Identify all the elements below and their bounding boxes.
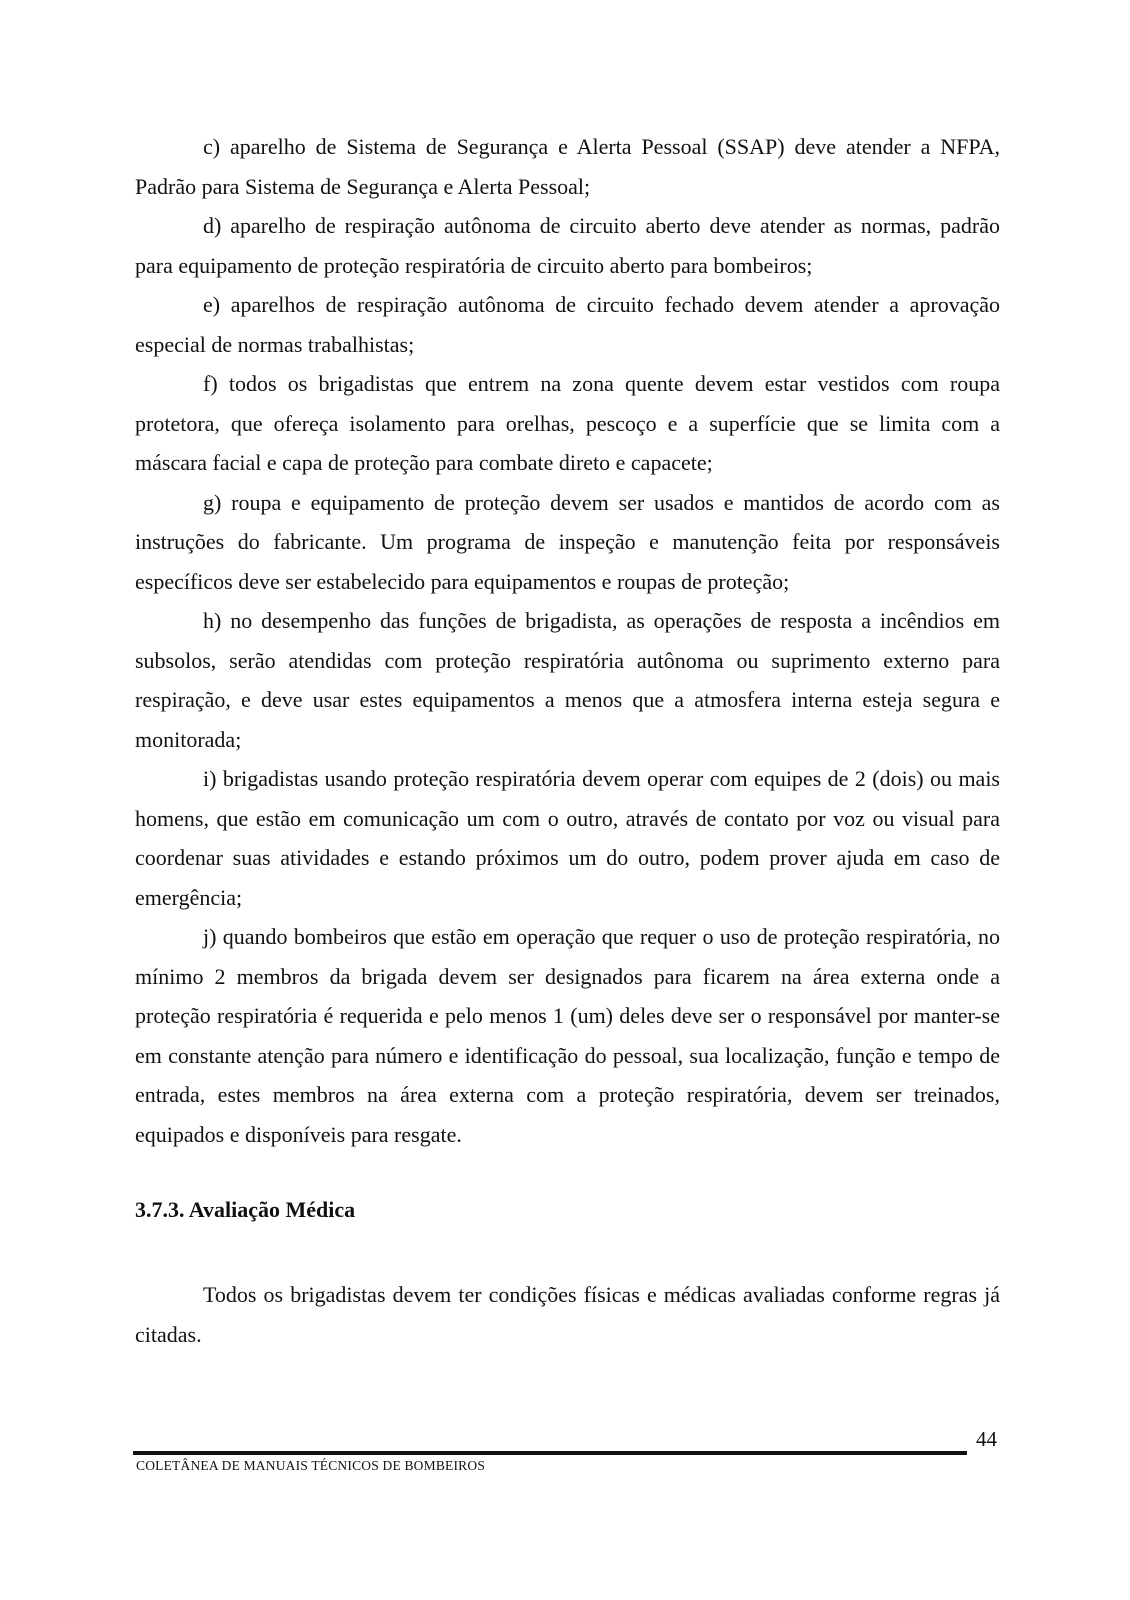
paragraph-f: f) todos os brigadistas que entrem na zona quente devem estar vestidos com roupa protetora, que ofereça isolamento para orelhas, pescoço e a superfície que se limita com a máscara facial e capa de proteção para combate direto e capacete; [135, 371, 1000, 475]
body-text [135, 127, 1000, 1154]
paragraph-i: i) brigadistas usando proteção respiratória devem operar com equipes de 2 (dois) ou mais homens, que estão em comunicação um com o outro, através de contato por voz ou visual para coordenar suas atividades e estando próximos um do outro, podem prover ajuda em caso de emergência; [135, 766, 1000, 910]
paragraph-c: c) aparelho de Sistema de Segurança e Alerta Pessoal (SSAP) deve atender a NFPA, Padrão para Sistema de Segurança e Alerta Pessoal; [135, 134, 1000, 199]
paragraph-j: j) quando bombeiros que estão em operação que requer o uso de proteção respiratória, no mínimo 2 membros da brigada devem ser designados para ficarem na área externa onde a proteção respiratória é requerida e pelo menos 1 (um) deles deve ser o responsável por manter-se em constante atenção para número e identificação do pessoal, sua localização, função e tempo de entrada, estes membros na área externa com a proteção respiratória, devem ser treinados, equipados e disponíveis para resgate. [135, 924, 1000, 1147]
page-number: 44 [976, 1427, 997, 1451]
footer-publication-title: COLETÂNEA DE MANUAIS TÉCNICOS DE BOMBEIROS [136, 1458, 486, 1473]
footer-divider [133, 1451, 967, 1455]
paragraph-g: g) roupa e equipamento de proteção devem ser usados e mantidos de acordo com as instruções do fabricante. Um programa de inspeção e manutenção feita por responsáveis específicos deve ser estabelecido para equipamentos e roupas de proteção; [135, 489, 1000, 594]
section-paragraph: Todos os brigadistas devem ter condições físicas e médicas avaliadas conforme regras já citadas. [135, 1282, 1000, 1347]
paragraph-d: d) aparelho de respiração autônoma de circuito aberto deve atender as normas, padrão para equipamento de proteção respiratória de circuito aberto para bombeiros; [135, 213, 1000, 278]
paragraph-e: e) aparelhos de respiração autônoma de circuito fechado devem atender a aprovação especial de normas trabalhistas; [135, 292, 1000, 357]
section-heading: 3.7.3. Avaliação Médica [135, 1197, 356, 1222]
paragraph-h: h) no desempenho das funções de brigadista, as operações de resposta a incêndios em subsolos, serão atendidas com proteção respiratória autônoma ou suprimento externo para respiração, e deve usar estes equipamentos a menos que a atmosfera interna esteja segura e monitorada; [135, 608, 1000, 752]
section-body [135, 1275, 1000, 1354]
